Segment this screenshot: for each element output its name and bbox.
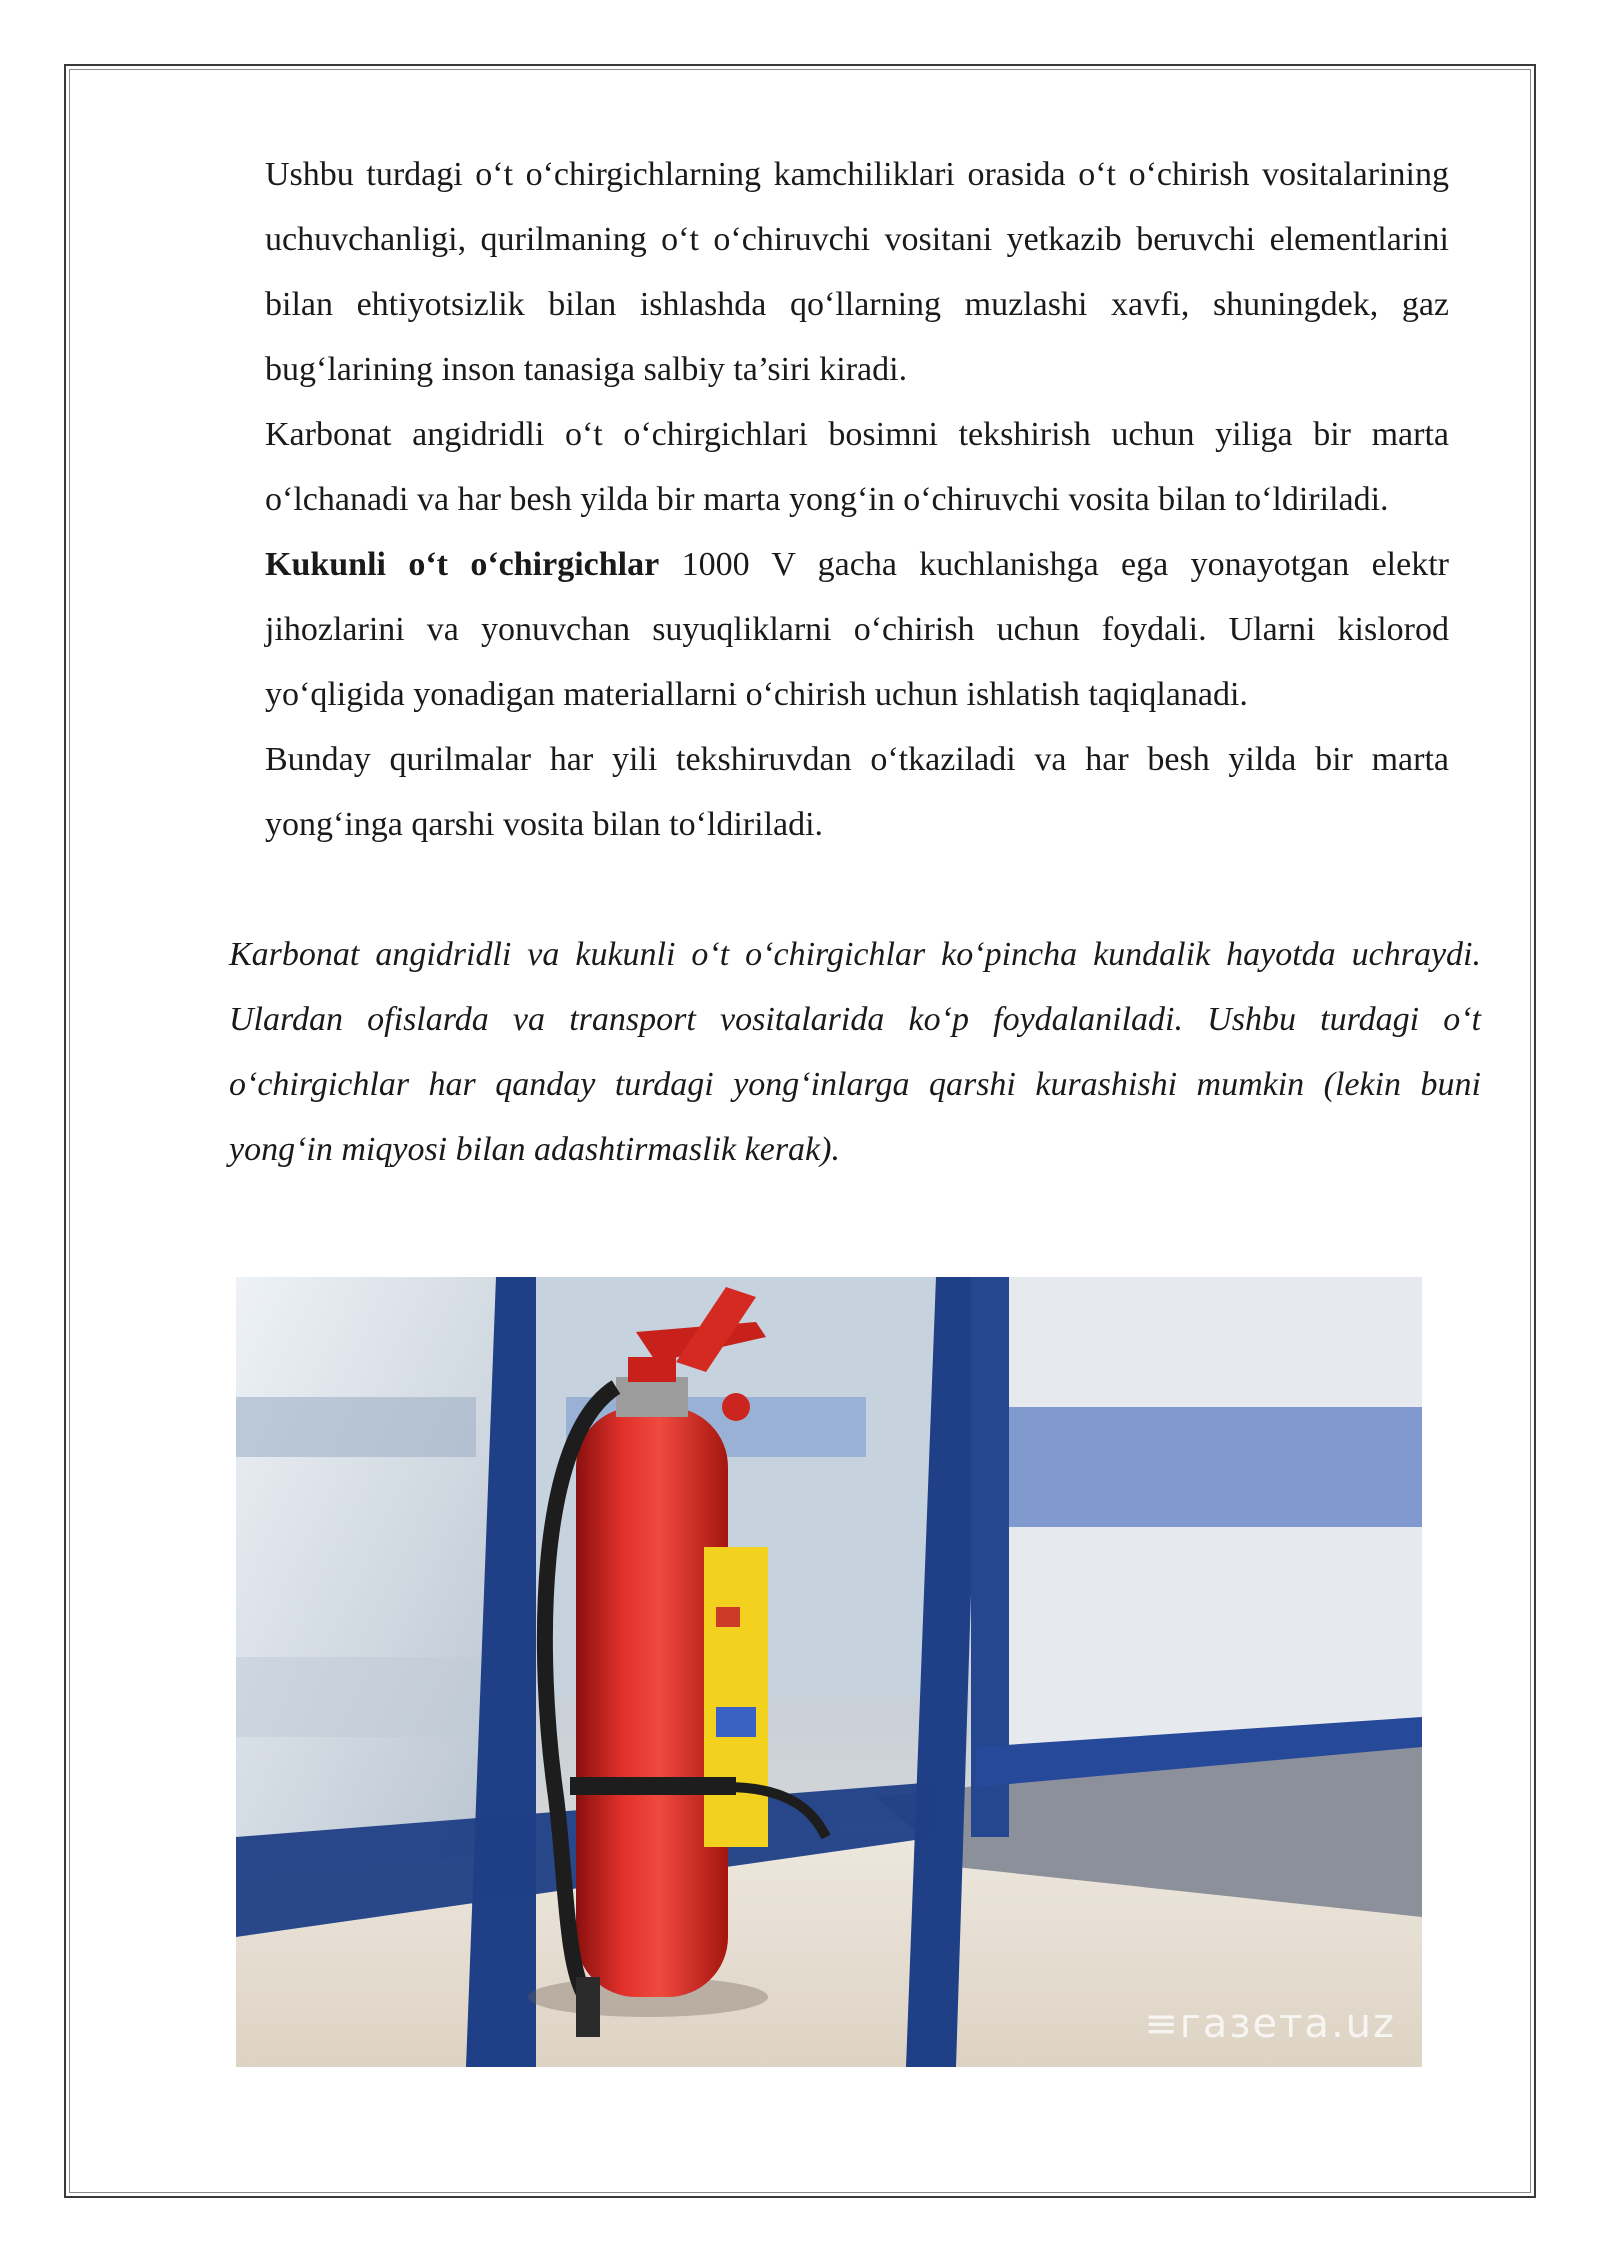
paragraph-inspection: Bunday qurilmalar har yili tekshiruvdan o‘tkaziladi va har besh yilda bir marta yong‘inga qarshi vosita bilan to‘ldiriladi.	[265, 741, 1449, 843]
paragraph-drawbacks: Ushbu turdagi o‘t o‘chirgichlarning kamchiliklari orasida o‘t o‘chirish vositalarining uchuvchanligi, qurilmaning o‘t o‘chiruvchi vositani yetkazib beruvchi elementlarini bilan ehtiyotsizlik bilan ishlashda qo‘llarning muzlashi xavfi, shuningdek, gaz bug‘larining inson tanasiga salbiy ta’siri kiradi.	[265, 156, 1449, 388]
paragraph-powder-extinguishers	[265, 532, 1449, 727]
powder-extinguishers-desc: 1000 V gacha kuchlanishga ega yonayotgan elektr jihozlarini va yonuvchan suyuqliklarni o‘chirish uchun foydali. Ularni kislorod yo‘qligida yonadigan materiallarni o‘chirish uchun ishlatish taqiqlanadi.	[265, 546, 1449, 713]
fire-extinguisher-photo	[236, 1277, 1422, 2067]
powder-extinguishers-term: Kukunli o‘t o‘chirgichlar	[265, 546, 660, 583]
paragraph-co2-maintenance: Karbonat angidridli o‘t o‘chirgichlari bosimni tekshirish uchun yiliga bir marta o‘lchanadi va har besh yilda bir marta yong‘in o‘chiruvchi vosita bilan to‘ldiriladi.	[265, 416, 1449, 518]
body-text-indented	[265, 142, 1449, 857]
body-text-italic	[229, 922, 1481, 1182]
photo-watermark: ≡газета.uz	[1144, 2001, 1396, 2047]
paragraph-everyday-use: Karbonat angidridli va kukunli o‘t o‘chirgichlar ko‘pincha kundalik hayotda uchraydi. Ulardan ofislarda va transport vositalarida ko‘p foydalaniladi. Ushbu turdagi o‘t o‘chirgichlar har qanday turdagi yong‘inlarga qarshi kurashishi mumkin (lekin buni yong‘in miqyosi bilan adashtirmaslik kerak).	[229, 936, 1481, 1168]
fire-extinguisher-illustration	[236, 1277, 1422, 2067]
